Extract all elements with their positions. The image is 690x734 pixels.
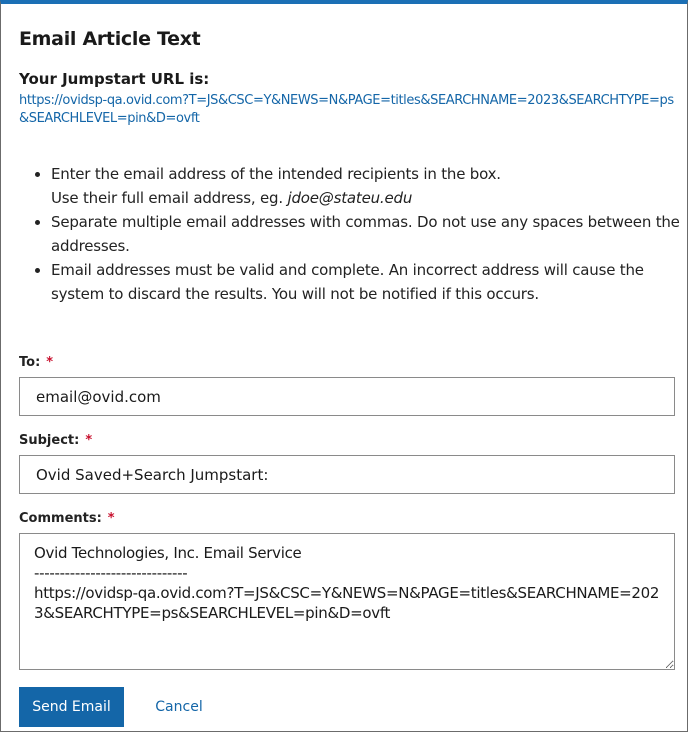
required-marker: *	[107, 511, 115, 526]
to-field[interactable]	[19, 377, 675, 416]
instruction-text: Separate multiple email addresses with commas. Do not use any spaces between the addresses.	[51, 213, 680, 255]
instruction-item	[51, 210, 690, 258]
required-marker: *	[85, 433, 93, 448]
to-label	[19, 355, 53, 370]
to-label-text: To:	[19, 355, 41, 370]
required-marker: *	[46, 355, 54, 370]
instruction-text: Enter the email address of the intended recipients in the box.	[51, 165, 501, 183]
jumpstart-url-link[interactable]: https://ovidsp-qa.ovid.com?T=JS&CSC=Y&NEWS=N&PAGE=titles&SEARCHNAME=2023&SEARCHTYPE=ps&SEARCHLEVEL=pin&D=ovft	[19, 93, 674, 126]
subject-label-text: Subject:	[19, 433, 80, 448]
example-email: jdoe@stateu.edu	[287, 189, 413, 207]
subject-label	[19, 433, 92, 448]
dialog-title: Email Article Text	[19, 28, 201, 50]
instruction-item	[51, 258, 690, 306]
send-email-button[interactable]: Send Email	[19, 687, 124, 727]
instruction-text: Use their full email address, eg.	[51, 189, 288, 207]
comments-label-text: Comments:	[19, 511, 102, 526]
subject-field[interactable]	[19, 455, 675, 494]
jumpstart-url-label: Your Jumpstart URL is:	[19, 70, 210, 88]
cancel-button[interactable]: Cancel	[144, 687, 214, 727]
comments-label	[19, 511, 115, 526]
instructions-list	[31, 162, 690, 306]
instruction-text: Email addresses must be valid and complete. An incorrect address will cause the system to discard the results. You will not be notified if this occurs.	[51, 261, 644, 303]
instruction-item	[51, 162, 690, 210]
comments-field[interactable]	[19, 533, 675, 670]
